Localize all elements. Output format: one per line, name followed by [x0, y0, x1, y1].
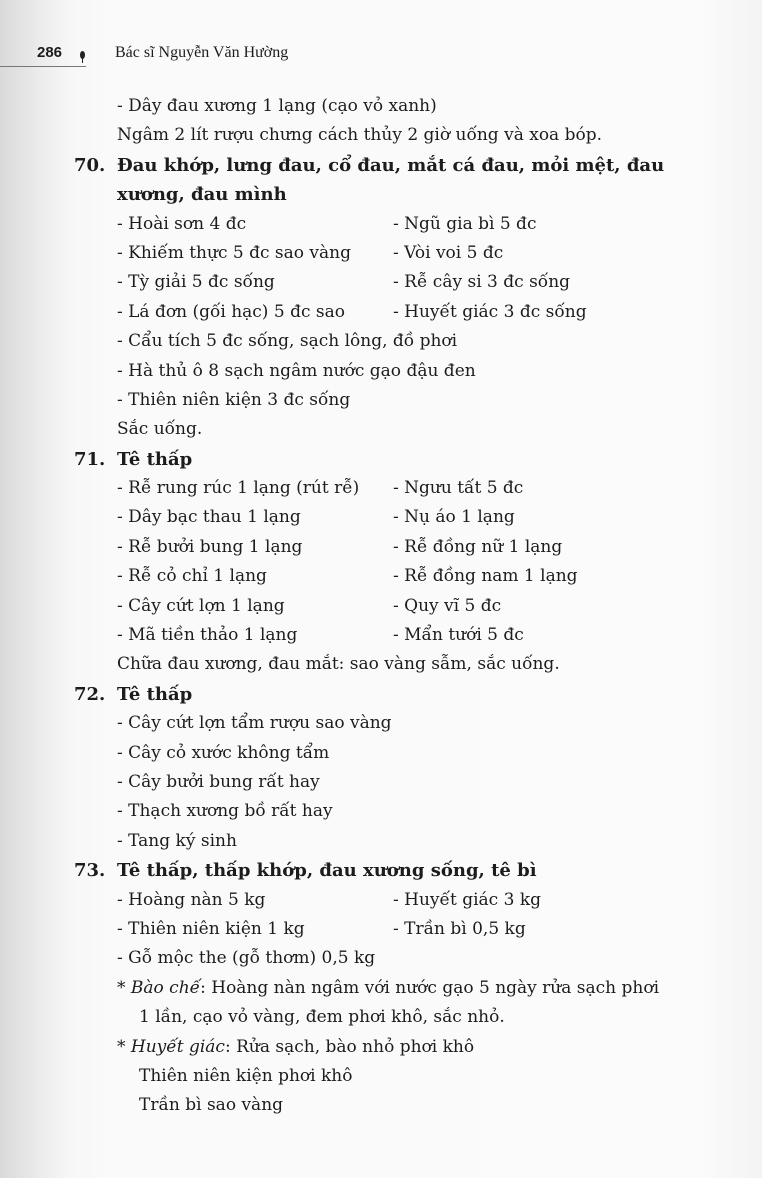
- ingredient-row: - Thiên niên kiện 1 kg - Trần bì 0,5 kg: [117, 918, 526, 939]
- preparation-note: [0, 974, 762, 1003]
- section-72-heading: [0, 680, 762, 709]
- section-73-heading: [0, 856, 762, 885]
- running-title: Bác sĩ Nguyễn Văn Hường: [115, 44, 289, 61]
- section-70-heading-cont: [0, 180, 762, 209]
- ingredient-row: - Rễ bưởi bung 1 lạng - Rễ đồng nữ 1 lạng: [117, 536, 563, 557]
- section-title: Tê thấp: [117, 448, 193, 470]
- note-label: Bào chế: [130, 977, 201, 998]
- note-label: Huyết giác: [130, 1036, 225, 1057]
- ingredient-line: - Thiên niên kiện 3 đc sống: [117, 389, 351, 410]
- ingredient-line: - Cây cỏ xước không tẩm: [117, 742, 330, 763]
- ingredient-line: - Hà thủ ô 8 sạch ngâm nước gạo đậu đen: [117, 360, 476, 381]
- ingredient-line: - Cây cứt lợn tẩm rượu sao vàng: [117, 713, 392, 734]
- section-number: 72.: [74, 683, 106, 705]
- ingredient-row: - Rễ cỏ chỉ 1 lạng - Rễ đồng nam 1 lạng: [117, 566, 578, 587]
- note-text: : Rửa sạch, bào nhỏ phơi khô: [224, 1036, 475, 1057]
- ingredient-line: - Thạch xương bồ rất hay: [117, 801, 333, 822]
- section-title-cont: xương, đau mình: [117, 184, 287, 206]
- preparation-note-cont: Thiên niên kiện phơi khô: [139, 1065, 353, 1086]
- ingredient-line: - Cây bưởi bung rất hay: [117, 771, 320, 792]
- asterisk-mark: * Huyết giác: Rửa sạch, bào nhỏ phơi khô: [117, 1036, 475, 1057]
- section-70-heading: [0, 151, 762, 180]
- section-title: Tê thấp, thấp khớp, đau xương sống, tê bì: [117, 860, 537, 882]
- ingredient-row: - Lá đơn (gối hạc) 5 đc sao - Huyết giác 3 đc sống: [117, 301, 587, 322]
- preparation-note-cont: Trần bì sao vàng: [139, 1095, 284, 1116]
- section-number: 71.: [74, 448, 106, 470]
- preparation-note: [0, 1033, 762, 1062]
- ingredient-line: - Cẩu tích 5 đc sống, sạch lông, đồ phơi: [117, 331, 458, 352]
- section-title: Tê thấp: [117, 683, 193, 705]
- ingredient-line: - Tang ký sinh: [117, 830, 237, 851]
- ingredient-row: - Khiếm thực 5 đc sao vàng - Vòi voi 5 đc: [117, 242, 504, 263]
- page-number: 286: [37, 44, 63, 61]
- section-title: Đau khớp, lưng đau, cổ đau, mắt cá đau, mỏi mệt, đau: [117, 154, 665, 176]
- section-71-heading: [0, 445, 762, 474]
- ingredient-row: - Tỳ giải 5 đc sống - Rễ cây si 3 đc sống: [117, 272, 571, 293]
- section-number: 73.: [74, 860, 106, 882]
- preparation-note-cont: 1 lần, cạo vỏ vàng, đem phơi khô, sắc nhỏ.: [139, 1007, 505, 1028]
- section-number: 70.: [74, 154, 106, 176]
- note-text: : Hoàng nàn ngâm với nước gạo 5 ngày rửa sạch phơi: [200, 977, 660, 998]
- ingredient-row: - Hoài sơn 4 đc - Ngũ gia bì 5 đc: [117, 213, 537, 234]
- ingredient-row: - Mã tiền thảo 1 lạng - Mẩn tưới 5 đc: [117, 625, 524, 646]
- page-content: [0, 92, 762, 1121]
- ingredient-row: - Hoàng nàn 5 kg - Huyết giác 3 kg: [117, 889, 542, 910]
- header-bullet: [80, 51, 85, 59]
- intro-note: Ngâm 2 lít rượu chưng cách thủy 2 giờ uống và xoa bóp.: [117, 125, 602, 146]
- preparation-note: Sắc uống.: [117, 419, 203, 440]
- asterisk-mark: * Bào chế: Hoàng nàn ngâm với nước gạo 5 ngày rửa sạch phơi: [117, 977, 660, 998]
- ingredient-row: - Cây cứt lợn 1 lạng - Quy vĩ 5 đc: [117, 595, 502, 616]
- preparation-note: Chữa đau xương, đau mắt: sao vàng sẫm, sắc uống.: [117, 654, 560, 675]
- header-rule: [0, 66, 86, 67]
- ingredient-row: - Dây bạc thau 1 lạng - Nụ áo 1 lạng: [117, 507, 515, 528]
- ingredient-row: - Rễ rung rúc 1 lạng (rút rễ) - Ngưu tất 5 đc: [117, 478, 524, 499]
- intro-item: - Dây đau xương 1 lạng (cạo vỏ xanh): [117, 96, 437, 116]
- ingredient-line: - Gỗ mộc the (gỗ thơm) 0,5 kg: [117, 948, 376, 969]
- page-header: [0, 44, 762, 68]
